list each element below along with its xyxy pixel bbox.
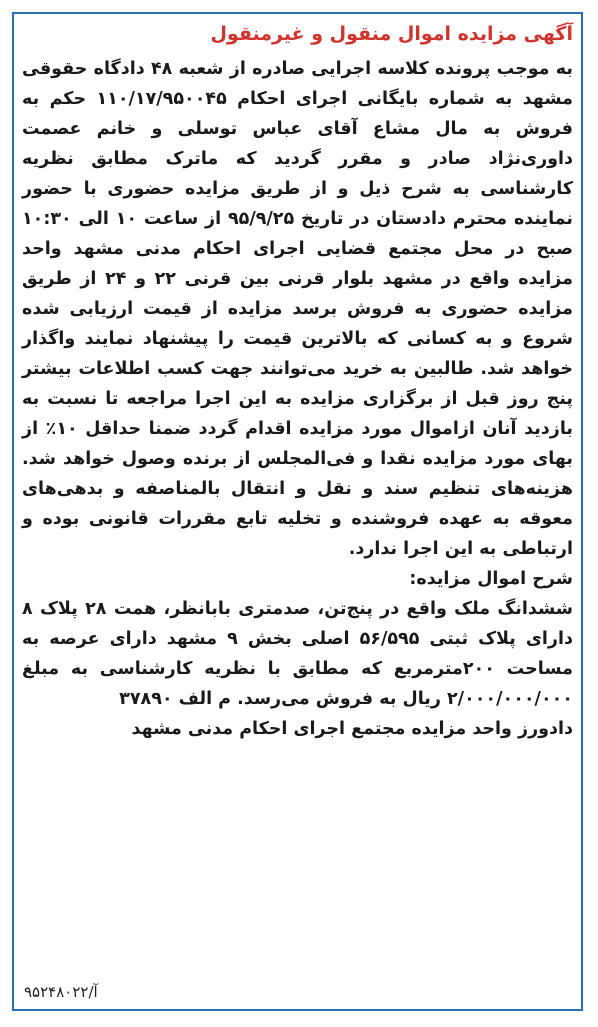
reference-code: آ/۹۵۲۴۸۰۲۲: [24, 983, 98, 1001]
notice-title: آگهی مزایده اموال منقول و غیرمنقول: [210, 23, 573, 45]
property-description: ششدانگ ملک واقع در پنج‌تن، صدمتری بابانظر، همت ۲۸ پلاک ۸ دارای پلاک ثبتی ۵۶/۵۹۵ اصلی بخش ۹ مشهد دارای عرصه به مساحت ۲۰۰مترمربع که مطابق با نظریه کارشناسی به مبلغ ۲/۰۰۰/۰۰۰/۰۰۰ ریال به فروش می‌رسد. م الف ۳۷۸۹۰: [22, 599, 574, 709]
property-section-heading: شرح اموال مزایده:: [409, 569, 573, 589]
notice-content: [22, 22, 573, 1001]
notice-body: به موجب پرونده کلاسه اجرایی صادره از شعبه ۴۸ دادگاه حقوقی مشهد به شماره بایگانی اجرای احکام ۱۱۰/۱۷/۹۵۰۰۴۵ حکم به فروش به مال مشاع آقای عباس توسلی و خانم عصمت داوری‌نژاد صادر و مقرر گردید که ماترک مطابق نظریه کارشناسی به شرح ذیل و از طریق مزایده حضوری با حضور نماینده محترم دادستان در تاریخ ۹۵/۹/۲۵ از ساعت ۱۰ الی ۱۰:۳۰ صبح در محل مجتمع قضایی اجرای احکام مدنی مشهد واحد مزایده واقع در مشهد بلوار قرنی بین قرنی ۲۲ و ۲۴ از طریق مزایده حضوری به فروش برسد مزایده از قیمت ارزیابی شده شروع و به کسانی که بالاترین قیمت را پیشنهاد نمایند واگذار خواهد شد. طالبین به خرید می‌توانند جهت کسب اطلاعات بیشتر پنج روز قبل از برگزاری مزایده به این اجرا مراجعه تا نسبت به بازدید آنان ازاموال مورد مزایده اقدام گردد ضمنا حداقل ۱۰٪ از بهای مورد مزایده نقدا و فی‌المجلس از برنده وصول خواهد شد. هزینه‌های تنظیم سند و نقل و انتقال بالمناصفه و بدهی‌های معوقه به عهده فروشنده و تخلیه تابع مقررات قانونی بوده و ارتباطی به این اجرا ندارد.: [22, 59, 573, 559]
notice-frame: [12, 12, 583, 1011]
signature-line: دادورز واحد مزایده مجتمع اجرای احکام مدنی مشهد: [131, 719, 573, 739]
